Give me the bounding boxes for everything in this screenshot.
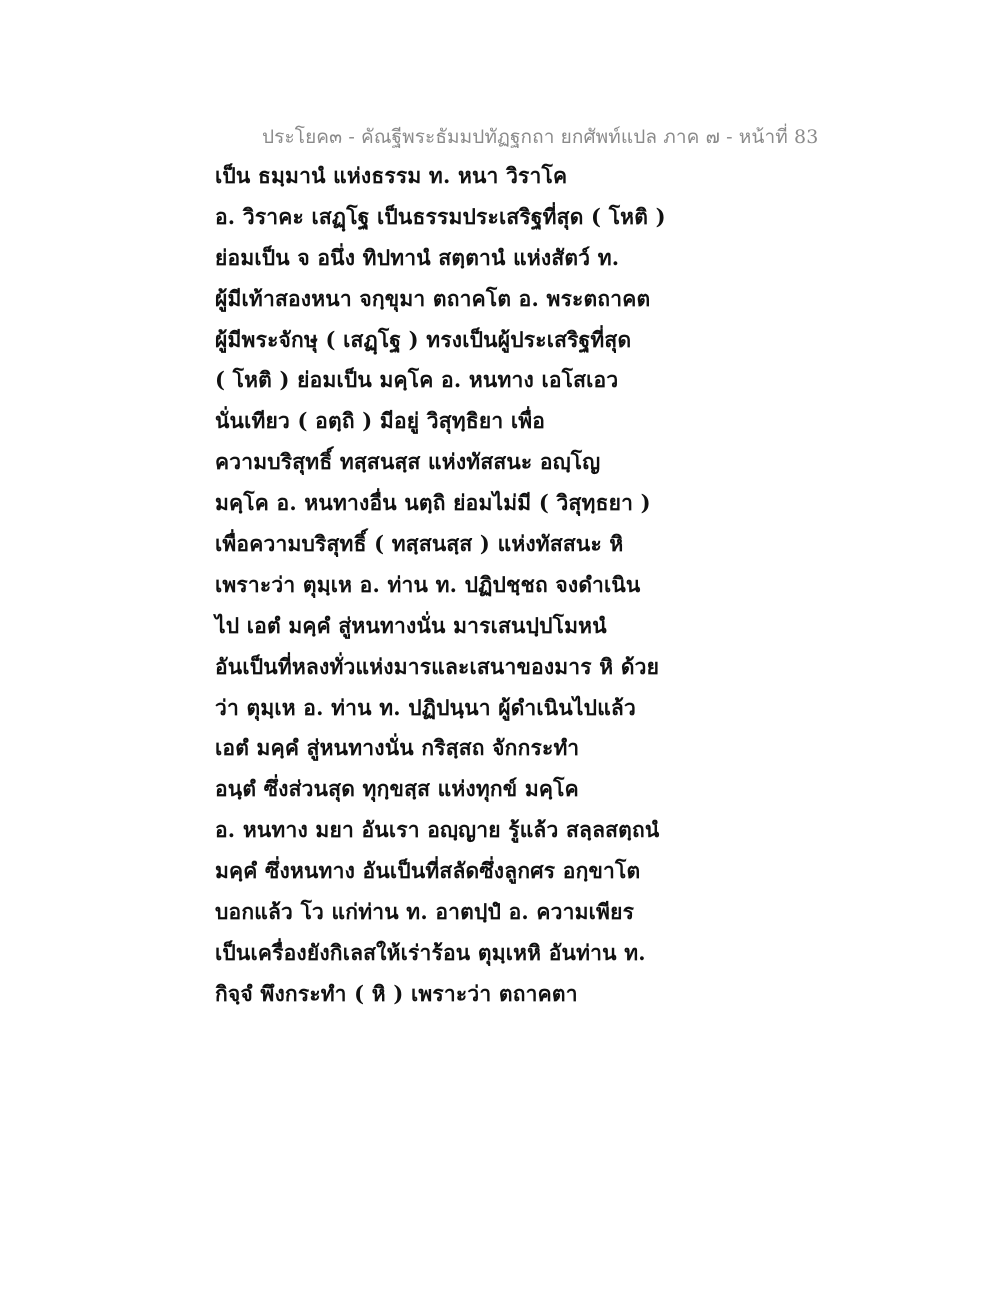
text-line: ย่อมเป็น จ อนึ่ง ทิปทานํ สตฺตานํ แห่งสัตว์ ท. <box>215 244 620 270</box>
text-line: ผู้มีพระจักษุ ( เสฏฺโฐ ) ทรงเป็นผู้ประเสริฐที่สุด <box>215 326 632 352</box>
page-header: ประโยค๓ - คัณฐีพระธัมมปทัฏฐกถา ยกศัพท์แปล ภาค ๗ - หน้าที่ 83 <box>262 126 819 148</box>
text-line: อันเป็นที่หลงทั่วแห่งมารและเสนาของมาร หิ ด้วย <box>215 653 660 679</box>
text-line: ไป เอตํ มคฺคํ สู่หนทางนั่น มารเสนปฺปโมหนํ <box>215 612 607 638</box>
text-line: เพื่อความบริสุทธิ์ ( ทสฺสนสฺส ) แห่งทัสสนะ หิ <box>215 531 624 557</box>
text-line: มคฺโค อ. หนทางอื่น นตฺถิ ย่อมไม่มี ( วิสุทฺธยา ) <box>215 490 651 516</box>
text-line: อ. หนทาง มยา อันเรา อญฺญาย รู้แล้ว สลฺลสตฺถนํ <box>215 817 660 843</box>
text-line: ( โหติ ) ย่อมเป็น มคฺโค อ. หนทาง เอโสเอว <box>215 367 619 393</box>
body-text <box>215 156 666 1015</box>
text-line: มคฺคํ ซึ่งหนทาง อันเป็นที่สลัดซึ่งลูกศร อกฺขาโต <box>215 858 641 884</box>
text-line: กิจฺจํ พึงกระทำ ( หิ ) เพราะว่า ตถาคตา <box>215 980 578 1006</box>
text-line: เป็น ธมฺมานํ แห่งธรรม ท. หนา วิราโค <box>215 163 568 188</box>
text-line: ความบริสุทธิ์ ทสฺสนสฺส แห่งทัสสนะ อญฺโญ <box>215 449 601 475</box>
text-line: เป็นเครื่องยังกิเลสให้เร่าร้อน ตุมฺเหหิ อันท่าน ท. <box>215 939 646 965</box>
text-line: เอตํ มคฺคํ สู่หนทางนั่น กริสฺสถ จักกระทำ <box>215 735 580 761</box>
text-line: นั่นเทียว ( อตฺถิ ) มีอยู่ วิสุทฺธิยา เพื่อ <box>215 408 546 434</box>
text-line: บอกแล้ว โว แก่ท่าน ท. อาตปฺปํ อ. ความเพียร <box>215 899 635 925</box>
text-line: เพราะว่า ตุมฺเห อ. ท่าน ท. ปฏิปชฺชถ จงดำเนิน <box>215 571 641 597</box>
text-line: อนฺตํ ซึ่งส่วนสุด ทุกฺขสฺส แห่งทุกข์ มคฺโค <box>215 776 579 802</box>
text-line: ว่า ตุมฺเห อ. ท่าน ท. ปฏิปนฺนา ผู้ดำเนินไปแล้ว <box>215 694 636 720</box>
text-line: อ. วิราคะ เสฏฺโฐ เป็นธรรมประเสริฐที่สุด ( โหติ ) <box>215 203 666 229</box>
text-line: ผู้มีเท้าสองหนา จกฺขุมา ตถาคโต อ. พระตถาคต <box>215 285 651 311</box>
